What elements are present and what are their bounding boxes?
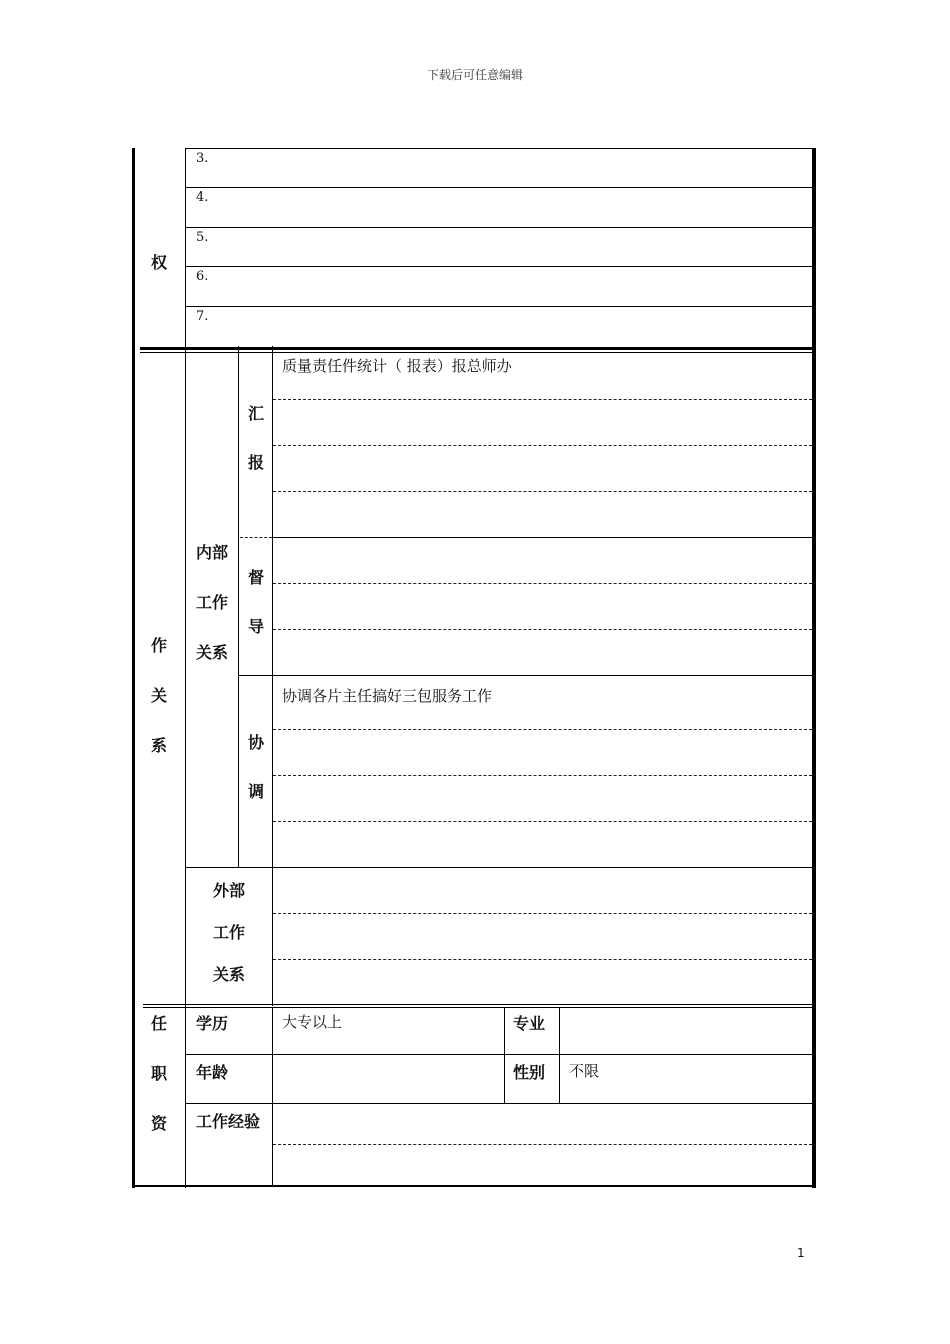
supervise-label: 导 bbox=[248, 617, 265, 636]
row-line bbox=[239, 675, 812, 676]
major-label: 专业 bbox=[513, 1014, 546, 1033]
qualifications-label: 职 bbox=[151, 1064, 168, 1083]
dashed-line bbox=[273, 445, 812, 446]
col-divider-2 bbox=[238, 346, 239, 868]
coordinate-content: 协调各片主任搞好三包服务工作 bbox=[282, 687, 493, 705]
dashed-line bbox=[273, 959, 812, 960]
internal-relations-label: 工作 bbox=[196, 593, 229, 612]
col-divider-q1 bbox=[272, 1007, 273, 1187]
row-line bbox=[186, 187, 814, 188]
col-divider-1 bbox=[185, 148, 186, 1188]
dashed-line bbox=[273, 629, 812, 630]
age-label: 年龄 bbox=[196, 1063, 229, 1082]
report-label: 汇 bbox=[248, 404, 265, 423]
dashed-line bbox=[240, 537, 272, 538]
rights-item: 7. bbox=[196, 309, 209, 324]
rights-item: 4. bbox=[196, 190, 209, 205]
rights-label: 权 bbox=[151, 253, 168, 272]
row-line bbox=[186, 867, 812, 868]
education-label: 学历 bbox=[196, 1014, 229, 1033]
section-divider bbox=[143, 1007, 812, 1008]
work-relations-label: 关 bbox=[151, 686, 168, 705]
table-bottom-border bbox=[132, 1185, 816, 1187]
coordinate-label: 调 bbox=[248, 782, 265, 801]
col-divider-q2 bbox=[504, 1007, 505, 1104]
row-line bbox=[186, 1103, 812, 1104]
work-relations-label: 作 bbox=[151, 636, 168, 655]
dashed-line bbox=[273, 1144, 812, 1145]
experience-label: 工作经验 bbox=[196, 1112, 261, 1131]
row-line bbox=[186, 306, 814, 307]
qualifications-label: 资 bbox=[151, 1114, 168, 1133]
section-divider bbox=[140, 347, 812, 350]
row-line bbox=[186, 227, 814, 228]
coordinate-label: 协 bbox=[248, 733, 265, 752]
rights-item: 3. bbox=[196, 151, 209, 166]
row-line bbox=[186, 1054, 812, 1055]
table-left-border bbox=[132, 148, 135, 1188]
dashed-line bbox=[273, 775, 812, 776]
dashed-line bbox=[273, 583, 812, 584]
page-number: 1 bbox=[797, 1246, 805, 1260]
page-header: 下载后可任意编辑 bbox=[426, 68, 523, 82]
dashed-line bbox=[273, 729, 812, 730]
row-line bbox=[186, 266, 814, 267]
gender-label: 性别 bbox=[513, 1063, 546, 1082]
rights-item: 5. bbox=[196, 230, 209, 245]
gender-value: 不限 bbox=[569, 1062, 600, 1080]
report-label: 报 bbox=[248, 453, 265, 472]
qualifications-label: 任 bbox=[151, 1014, 168, 1033]
supervise-label: 督 bbox=[248, 568, 265, 587]
section-divider-thin bbox=[140, 352, 812, 353]
external-relations-label: 工作 bbox=[213, 923, 246, 942]
table-top-border bbox=[186, 148, 814, 149]
dashed-line bbox=[273, 399, 812, 400]
report-content: 质量责任件统计（ 报表）报总师办 bbox=[282, 357, 512, 375]
dashed-line bbox=[273, 821, 812, 822]
dashed-line bbox=[273, 491, 812, 492]
internal-relations-label: 内部 bbox=[196, 543, 229, 562]
internal-relations-label: 关系 bbox=[196, 643, 229, 662]
col-divider-q3 bbox=[559, 1007, 560, 1104]
external-relations-label: 外部 bbox=[213, 881, 246, 900]
dashed-line bbox=[273, 913, 812, 914]
work-relations-label: 系 bbox=[151, 736, 168, 755]
row-line bbox=[273, 537, 812, 538]
table-right-border bbox=[812, 148, 816, 1188]
external-relations-label: 关系 bbox=[213, 965, 246, 984]
rights-item: 6. bbox=[196, 269, 209, 284]
education-value: 大专以上 bbox=[282, 1013, 343, 1031]
section-divider bbox=[143, 1004, 812, 1005]
